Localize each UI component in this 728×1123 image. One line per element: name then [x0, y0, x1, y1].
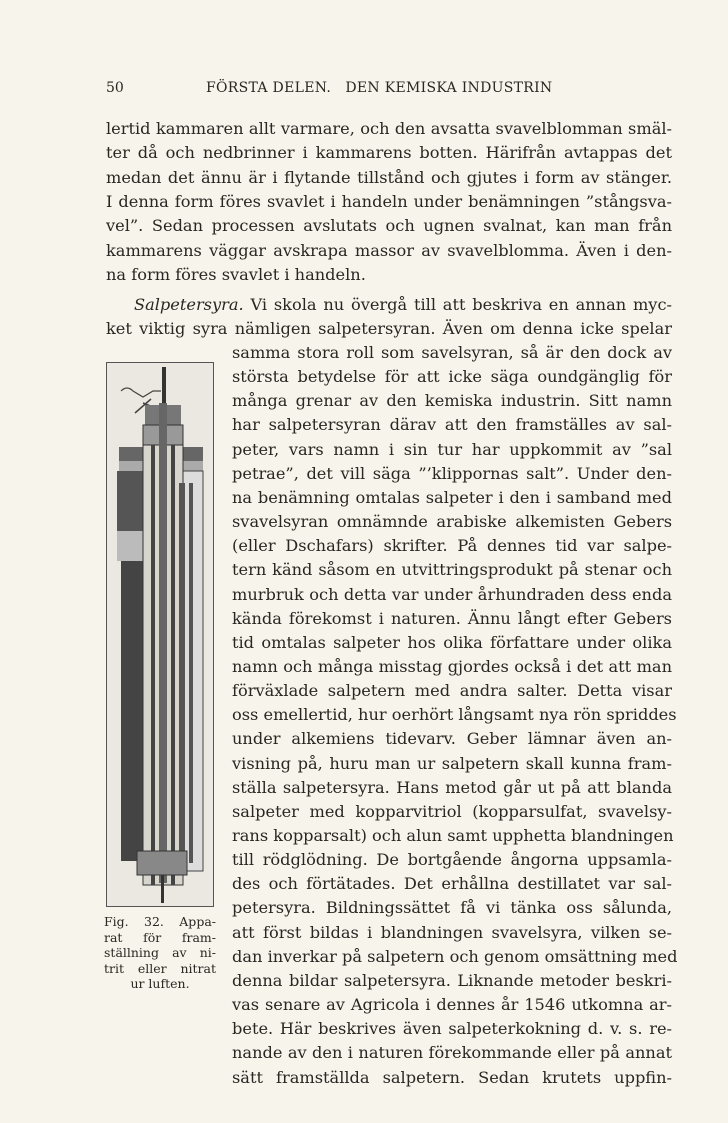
- text-line: under alkemiens tidevarv. Geber lämnar även an-: [232, 729, 672, 749]
- text-line: till rödglödning. De bortgående ångorna uppsamla-: [232, 850, 672, 870]
- caption-line: trit eller nitrat: [104, 960, 216, 976]
- caption-line: ur luften.: [130, 976, 190, 991]
- text-line: kammarens väggar avskrapa massor av svavelblomma. Även i den-: [106, 240, 672, 260]
- text-line: (eller Dschafars) skrifter. På dennes tid var salpe-: [232, 536, 672, 556]
- text-line: lertid kammaren allt varmare, och den avsatta svavelblomman smäl-: [106, 119, 672, 138]
- text-line: na benämning omtalas salpeter i den i samband med: [232, 487, 672, 507]
- section-heading: Salpetersyra.: [134, 295, 244, 314]
- page-number: 50: [106, 80, 124, 96]
- text-line: största betydelse för att icke säga oundgänglig för: [232, 367, 672, 387]
- text-line: många grenar av den kemiska industrin. Sitt namn: [232, 391, 672, 411]
- text-line: Vi skola nu övergå till att beskriva en annan myc-: [250, 295, 672, 314]
- text-line: des och förtätades. Det erhållna destillatet var sal-: [232, 874, 672, 894]
- text-line: kända förekomst i naturen. Ännu långt efter Gebers: [232, 608, 672, 628]
- figure-caption: [104, 914, 216, 992]
- text-line: bete. Här beskrives även salpeterkokning d. v. s. re-: [232, 1019, 672, 1039]
- text-line: ställa salpetersyra. Hans metod går ut på att blanda: [232, 777, 672, 797]
- caption-line: ställning av ni-: [104, 945, 216, 960]
- text-line: nande av den i naturen förekommande eller på annat: [232, 1043, 672, 1063]
- text-line: na form föres svavlet i handeln.: [106, 264, 366, 284]
- text-line: dan inverkar på salpetern och genom omsättning med: [232, 946, 678, 966]
- text-line: vel”. Sedan processen avslutats och ugnen svalnat, kan man från: [106, 216, 672, 236]
- text-line: sätt framställda salpetern. Sedan krutets uppfin-: [232, 1067, 672, 1087]
- text-line: denna bildar salpetersyra. Liknande metoder beskri-: [232, 970, 672, 990]
- paragraph-heading-line: [134, 293, 672, 317]
- text-line: namn och många misstag gjordes också i det att man: [232, 656, 672, 676]
- text-line: tid omtalas salpeter hos olika författare under olika: [232, 632, 672, 652]
- text-line: peter, vars namn i sin tur har uppkommit av ”sal: [232, 439, 672, 459]
- figure-apparatus-illustration: [106, 362, 214, 907]
- text-line: murbruk och detta var under århundraden dess enda: [232, 584, 672, 604]
- text-line: medan det ännu är i flytande tillstånd och gjutes i form av stänger.: [106, 167, 672, 187]
- text-line: vas senare av Agricola i dennes år 1546 utkomna ar-: [232, 995, 672, 1015]
- text-line: ter då och nedbrinner i kammarens botten. Härifrån avtappas det: [106, 143, 672, 163]
- text-line: petrae”, det vill säga ”’klippornas salt”. Under den-: [232, 463, 672, 483]
- text-line: petersyra. Bildningssättet få vi tänka oss sålunda,: [232, 898, 672, 918]
- running-title: FÖRSTA DELEN. DEN KEMISKA INDUSTRIN: [206, 80, 553, 96]
- text-line: I denna form föres svavlet i handeln under benämningen ”stångsva-: [106, 191, 672, 211]
- text-line: förväxlade salpetern med andra salter. Detta visar: [232, 681, 672, 701]
- text-line: visning på, huru man ur salpetern skall kunna fram-: [232, 753, 672, 773]
- text-line: rans kopparsalt) och alun samt upphetta blandningen: [232, 826, 674, 845]
- text-line: samma stora roll som savelsyran, så är den dock av: [232, 343, 672, 362]
- caption-line: Fig. 32. Appa-: [104, 914, 216, 929]
- apparatus-drawing: [107, 363, 213, 906]
- text-line: ket viktig syra nämligen salpetersyran. Även om denna icke spelar: [106, 319, 672, 338]
- text-line: svavelsyran omnämnde arabiske alkemisten Gebers: [232, 512, 672, 532]
- text-line: oss emellertid, hur oerhört långsamt nya rön spriddes: [232, 705, 677, 725]
- text-line: salpeter med kopparvitriol (kopparsulfat, svavelsy-: [232, 801, 672, 821]
- text-line: att först bildas i blandningen svavelsyra, vilken se-: [232, 922, 672, 942]
- text-line: har salpetersyran därav att den framställes av sal-: [232, 415, 672, 435]
- text-line: tern känd såsom en utvittringsprodukt på stenar och: [232, 560, 672, 580]
- caption-line: rat för fram-: [104, 929, 216, 945]
- running-header: [106, 80, 672, 102]
